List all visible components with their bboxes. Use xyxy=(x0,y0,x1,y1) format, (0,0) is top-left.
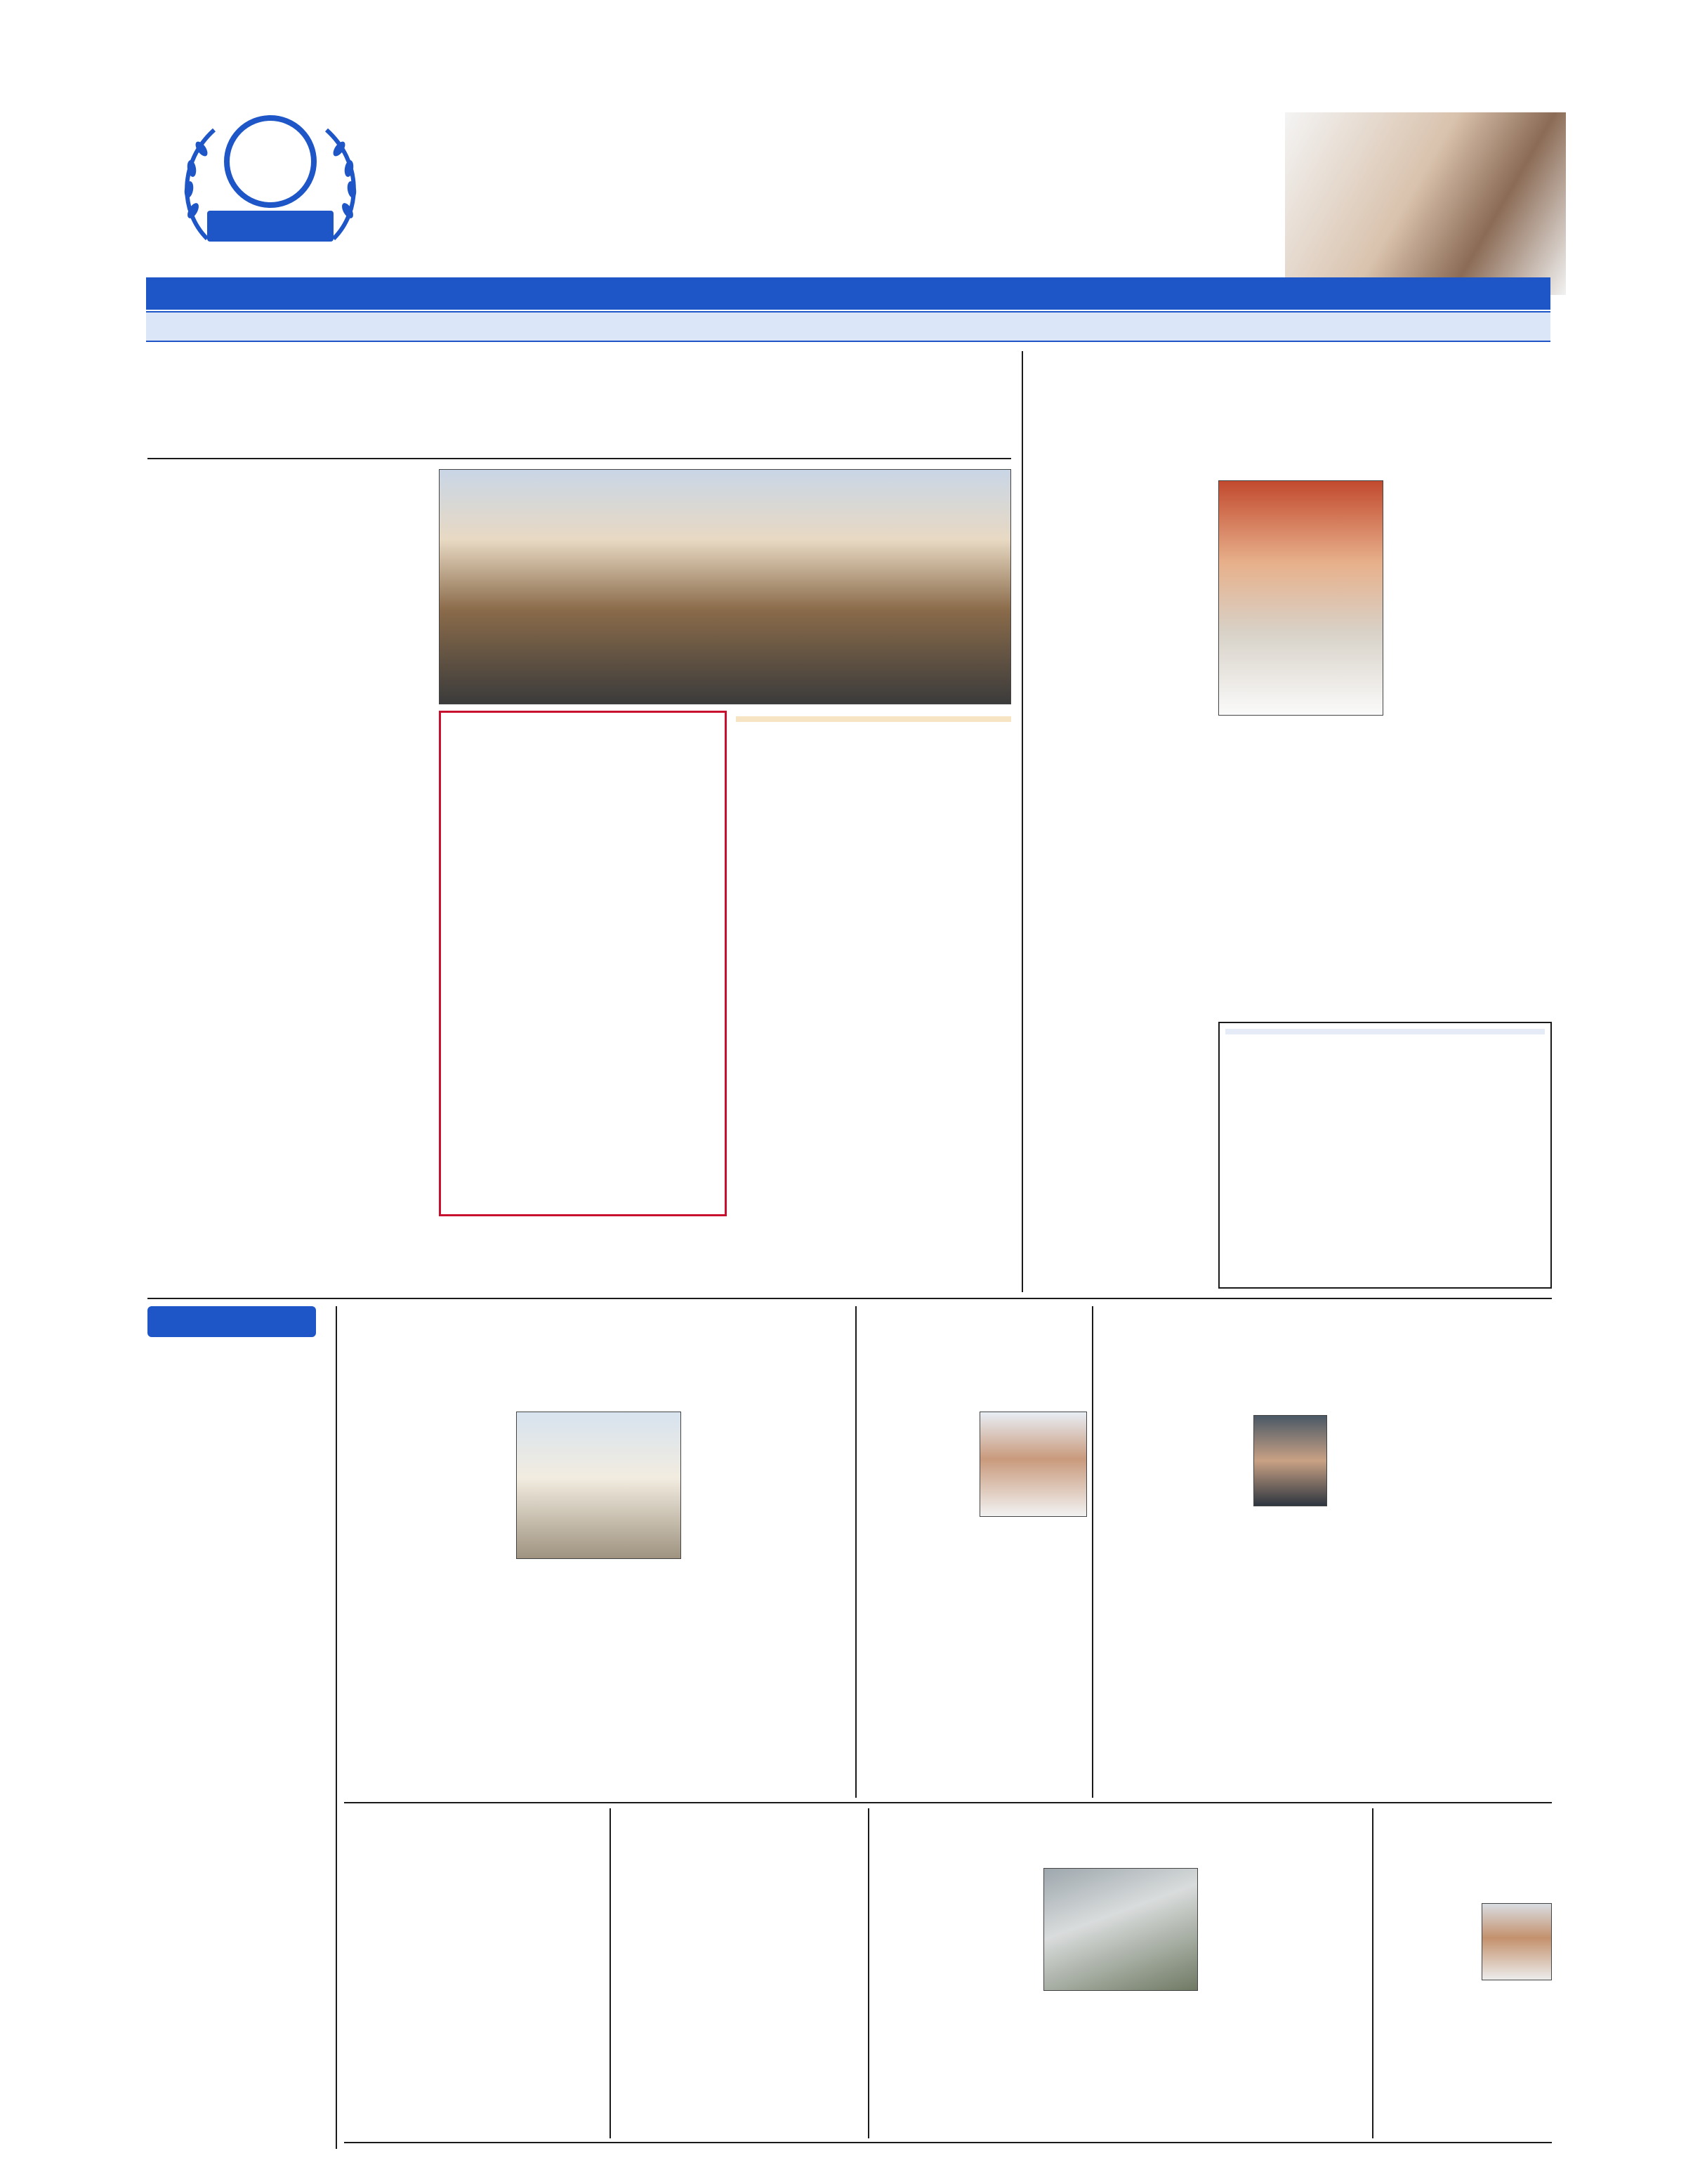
ed-headline xyxy=(344,1808,604,1900)
dateline-volume xyxy=(309,316,562,338)
weather-photo-caption xyxy=(1043,1994,1198,2037)
lead-box-railway xyxy=(439,711,727,1216)
lead-body xyxy=(147,549,428,1287)
jaishankar-headline xyxy=(1099,1306,1552,1412)
lead-box-cm-headline xyxy=(736,716,1011,722)
ed-body xyxy=(344,1903,604,2135)
waqf-body-1 xyxy=(344,1412,509,1777)
lead-byline xyxy=(147,528,428,548)
modi-photo xyxy=(1218,480,1383,716)
masthead-band xyxy=(146,277,1550,310)
weather-body-1 xyxy=(875,1868,1036,2135)
first-column-tag xyxy=(147,1306,316,1337)
anniversary-ribbon xyxy=(207,211,334,242)
malik-headline xyxy=(1379,1808,1552,1900)
jaishankar-body-2 xyxy=(1334,1415,1552,1780)
weather-body-2 xyxy=(1205,1868,1366,2135)
rahul-headline xyxy=(862,1306,1087,1412)
masthead-portrait-photo xyxy=(1285,112,1566,295)
viksit-box xyxy=(1218,1022,1552,1289)
waqf-photo-caption xyxy=(516,1563,681,1647)
allahabad-body xyxy=(617,1903,862,2135)
lead-headline xyxy=(147,385,1011,455)
first-column xyxy=(147,1344,331,2145)
modi-headline xyxy=(1032,351,1552,474)
modi-body-2 xyxy=(1390,480,1552,937)
masthead-title xyxy=(435,105,1278,288)
laurel-wreath-icon xyxy=(165,105,376,267)
allahabad-headline xyxy=(617,1808,862,1900)
waqf-body-2 xyxy=(688,1412,850,1777)
lead-box-cm xyxy=(736,711,1011,1287)
dateline-pages-price xyxy=(1081,316,1545,338)
dateline-place-date xyxy=(702,316,1067,338)
viksit-headline xyxy=(1225,1029,1545,1034)
malik-body xyxy=(1379,1903,1477,2135)
weather-headline xyxy=(875,1808,1366,1864)
lead-photo xyxy=(439,469,1011,704)
waqf-headline xyxy=(344,1306,850,1405)
modi-photo-caption xyxy=(1218,720,1383,860)
malik-photo xyxy=(1482,1903,1552,1980)
waqf-photo xyxy=(516,1412,681,1559)
modi-body-1 xyxy=(1032,480,1211,902)
weather-photo xyxy=(1043,1868,1198,1991)
lead-kicker xyxy=(147,351,1011,383)
rahul-body xyxy=(862,1412,975,1777)
lead-subhead xyxy=(147,478,428,525)
jaishankar-photo xyxy=(1253,1415,1327,1506)
anniversary-emblem xyxy=(165,105,376,267)
rahul-photo xyxy=(980,1412,1087,1517)
